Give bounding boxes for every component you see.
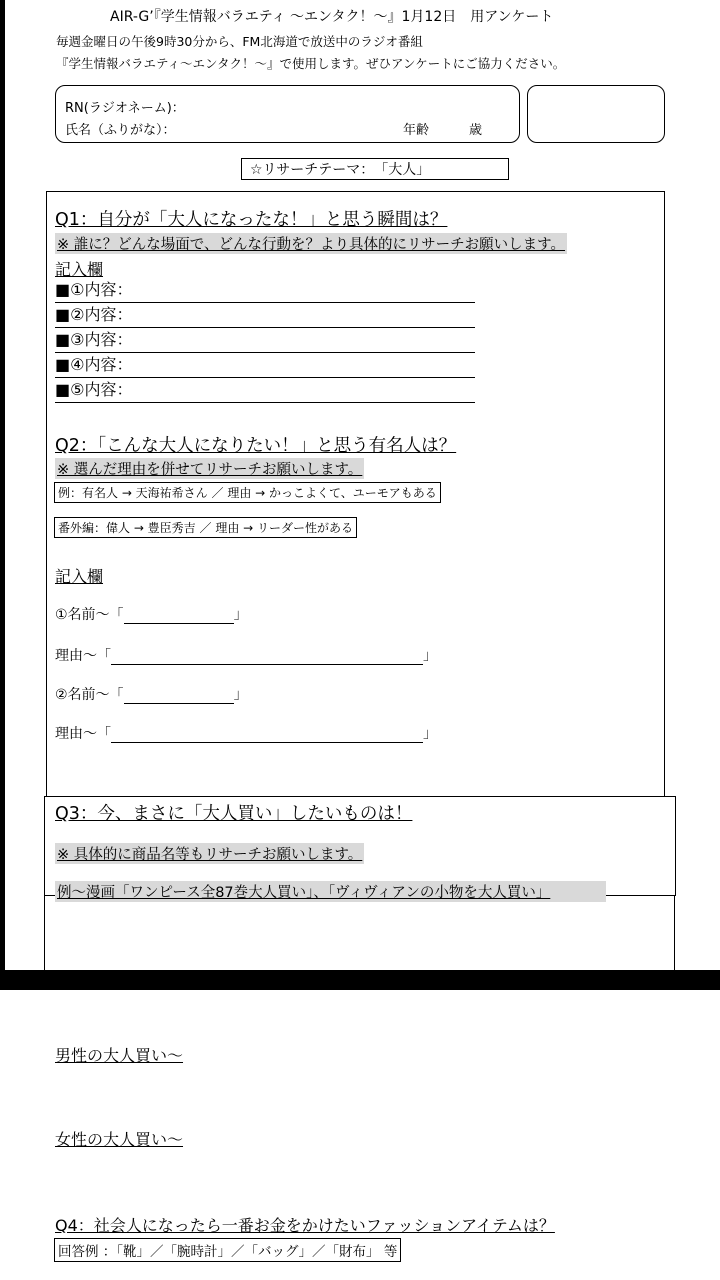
reason-2-close: 」: [423, 726, 437, 742]
research-theme: ☆リサーチテーマ： 「大人」: [241, 158, 509, 180]
page-divider-bar: [0, 970, 720, 990]
reason-1-blank[interactable]: [111, 650, 423, 665]
q1-item[interactable]: ■②内容：: [55, 303, 475, 328]
name-2-label: ②名前～「: [55, 687, 124, 703]
reason-2-blank[interactable]: [111, 728, 423, 743]
name-2-close: 」: [233, 687, 248, 703]
q1-item[interactable]: ■①内容：: [55, 278, 475, 303]
q1-item[interactable]: ■③内容：: [55, 328, 475, 353]
intro-line-2: 『学生情報バラエティ～エンタク！～』で使用します。ぜひアンケートにご協力ください。: [56, 56, 566, 71]
male-otona-gai: 男性の大人買い～: [55, 1046, 184, 1065]
age-label: 年齢: [403, 123, 430, 138]
blank-box: [527, 85, 665, 143]
q1-note: ※ 誰に？どんな場面で、どんな行動を？より具体的にリサーチお願いします。: [55, 233, 567, 254]
frame-right-border: [674, 896, 675, 970]
left-edge-bar: [0, 0, 5, 970]
q2-extra-example: 番外編：偉人 → 豊臣秀吉 ／ 理由 → リーダー性がある: [54, 517, 357, 538]
name-1-label: ①名前～「: [55, 607, 124, 623]
name-label: 氏名（ふりがな）：: [65, 123, 176, 138]
q4-example: 回答例 ：「靴」／「腕時計」／「バッグ」／「財布」 等: [54, 1238, 401, 1262]
q1-heading: Q1：自分が「大人になったな！」と思う瞬間は？: [55, 210, 448, 230]
q1-item[interactable]: ■⑤内容：: [55, 378, 475, 403]
female-otona-gai: 女性の大人買い～: [55, 1130, 184, 1149]
survey-title: AIR-G’『学生情報バラエティ ～エンタク！～』1月12日 用アンケート: [110, 9, 554, 25]
name-1-blank[interactable]: [124, 609, 234, 624]
intro-line-1: 毎週金曜日の午後9時30分から、FM北海道で放送中のラジオ番組: [56, 34, 423, 49]
q2-name-1[interactable]: [55, 604, 248, 624]
q2-reason-1[interactable]: [55, 645, 437, 665]
q3-heading: Q3：今、まさに「大人買い」したいものは！: [55, 804, 413, 824]
q4-heading: Q4：社会人になったら一番お金をかけたいファッションアイテムは？: [55, 1216, 555, 1235]
q1-item[interactable]: ■④内容：: [55, 353, 475, 378]
reason-1-close: 」: [423, 648, 437, 664]
q2-reason-2[interactable]: [55, 723, 437, 743]
name-2-blank[interactable]: [124, 689, 234, 704]
rn-label: RN(ラジオネーム)：: [65, 101, 185, 116]
q3-note: ※ 具体的に商品名等もリサーチお願いします。: [55, 843, 364, 864]
q1-section-label: 記入欄: [55, 260, 104, 279]
reason-2-label: 理由～「: [55, 726, 111, 742]
q3-example: 例～漫画「ワンピース全87巻大人買い」、「ヴィヴィアンの小物を大人買い」: [55, 881, 606, 902]
q2-example: 例：有名人 → 天海祐希さん ／ 理由 → かっこよくて、ユーモアもある: [54, 482, 441, 503]
q2-name-2[interactable]: [55, 684, 248, 704]
name-1-close: 」: [233, 607, 248, 623]
reason-1-label: 理由～「: [55, 648, 111, 664]
q2-section-label: 記入欄: [55, 567, 104, 586]
age-unit: 歳: [469, 123, 483, 138]
q2-note: ※ 選んだ理由を併せてリサーチお願いします。: [55, 458, 364, 479]
q2-heading: Q2：「こんな大人になりたい！」と思う有名人は？: [55, 436, 457, 456]
